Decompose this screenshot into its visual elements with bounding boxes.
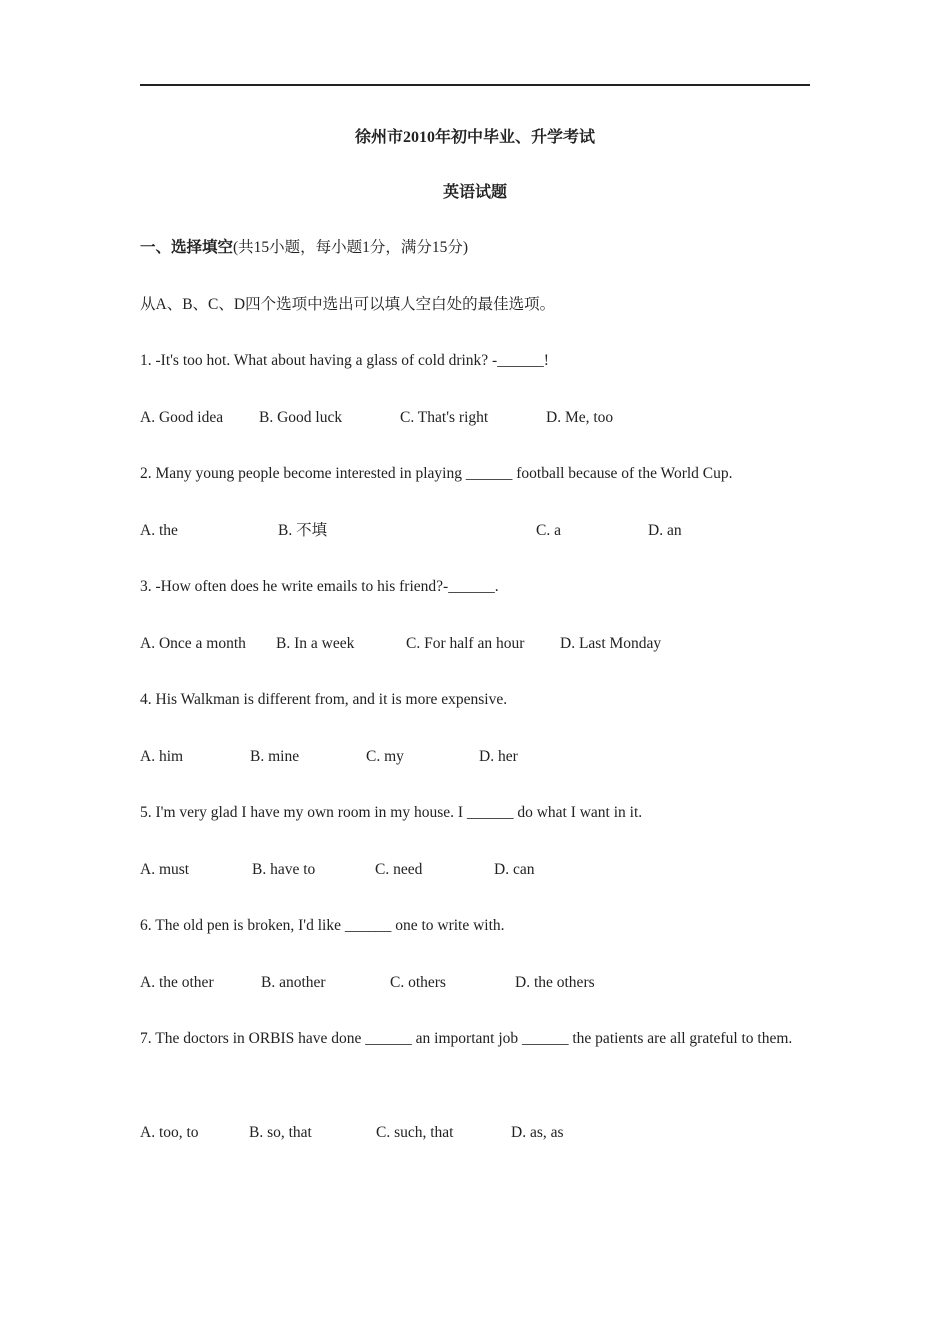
option-b: B. so, that: [249, 1124, 312, 1141]
exam-subject: 英语试题: [442, 184, 507, 201]
option-b: B. In a week: [276, 635, 355, 652]
option-d: D. can: [494, 861, 535, 878]
option-b: B. another: [261, 974, 326, 991]
section-heading-title: 一、选择填空: [140, 239, 234, 256]
option-b: B. mine: [250, 748, 300, 765]
option-d: D. the others: [515, 974, 595, 991]
option-c: C. a: [536, 522, 561, 539]
option-c: C. my: [366, 748, 404, 765]
option-d: D. Last Monday: [560, 635, 662, 652]
option-a: A. him: [140, 748, 184, 765]
question-stem: 3. -How often does he write emails to his friend?-______.: [140, 578, 499, 595]
option-c: C. That's right: [400, 409, 489, 426]
header-rule: [140, 84, 810, 86]
option-a: A. must: [140, 861, 190, 878]
option-c: C. need: [375, 861, 423, 878]
option-b: B. have to: [252, 861, 316, 878]
option-c: C. For half an hour: [406, 635, 525, 652]
option-b: B. 不填: [278, 522, 328, 539]
option-c: C. such, that: [376, 1124, 454, 1141]
option-a: A. the other: [140, 974, 214, 991]
option-d: D. as, as: [511, 1124, 564, 1141]
question-stem: 7. The doctors in ORBIS have done ______ an important job ______ the patients are all grateful to them.: [140, 1030, 793, 1047]
exam-title: 徐州市2010年初中毕业、升学考试: [354, 129, 595, 146]
question-stem: 5. I'm very glad I have my own room in my house. I ______ do what I want in it.: [140, 804, 643, 821]
question-stem: 4. His Walkman is different from, and it is more expensive.: [140, 691, 508, 708]
section-heading-note: (共15小题，每小题1分，满分15分): [233, 239, 469, 256]
option-b: B. Good luck: [259, 409, 343, 426]
option-a: A. Good idea: [140, 409, 224, 426]
option-d: D. her: [479, 748, 518, 765]
question-stem: 6. The old pen is broken, I'd like ______ one to write with.: [140, 917, 505, 934]
question-stem: 2. Many young people become interested in playing ______ football because of the World Cup.: [140, 465, 733, 482]
option-d: D. an: [648, 522, 682, 539]
option-a: A. Once a month: [140, 635, 246, 652]
option-c: C. others: [390, 974, 446, 991]
section-heading: [140, 238, 468, 258]
option-a: A. the: [140, 522, 178, 539]
question-stem: 1. -It's too hot. What about having a glass of cold drink? -______!: [140, 352, 549, 369]
section-instruction: 从A、B、C、D四个选项中选出可以填人空白处的最佳选项。: [140, 296, 556, 313]
option-d: D. Me, too: [546, 409, 614, 426]
option-a: A. too, to: [140, 1124, 199, 1141]
